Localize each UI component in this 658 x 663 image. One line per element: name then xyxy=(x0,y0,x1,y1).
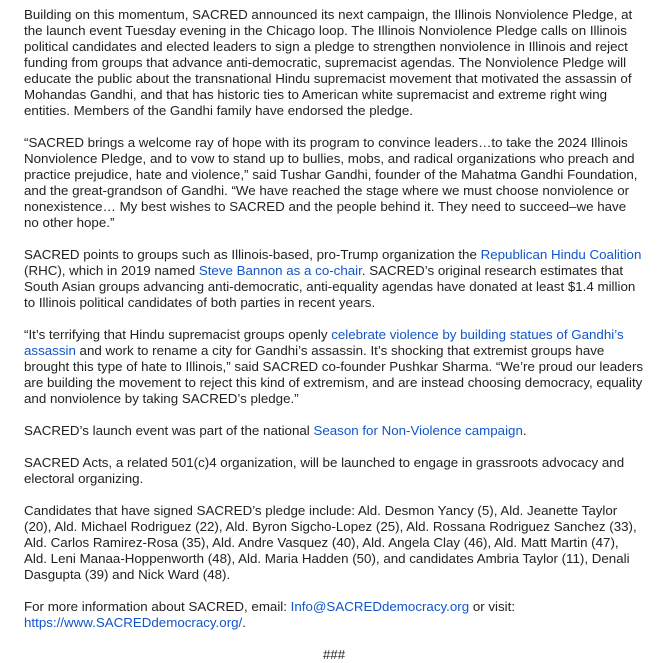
paragraph-rhc-research xyxy=(24,247,644,311)
paragraph-text: (RHC), which in 2019 named xyxy=(24,263,199,278)
paragraph-tushar-gandhi-quote xyxy=(24,135,644,231)
paragraph-sacred-acts xyxy=(24,455,644,487)
paragraph-text: Candidates that have signed SACRED’s pledge include: Ald. Desmon Yancy (5), Ald. Jeanette Taylor (20), Ald. Michael Rodriguez (22), Ald. Byron Sigcho-Lopez (25), Ald. Rossana Rodriguez Sanchez (33), Ald. Carlos Ramirez-Rosa (35), Ald. Andre Vasquez (40), Ald. Angela Clay (46), Ald. Matt Martin (47), Ald. Leni Manaa-Hoppenworth (48), Ald. Maria Hadden (50), and candidates Ambria Taylor (11), Denali Dasgupta (39) and Nick Ward (48). xyxy=(24,503,637,582)
paragraph-pushkar-sharma-quote xyxy=(24,327,644,407)
republican-hindu-coalition-link[interactable]: Republican Hindu Coalition xyxy=(480,247,642,262)
paragraph-text: “It’s terrifying that Hindu supremacist groups openly xyxy=(24,327,332,342)
paragraph-text: . xyxy=(522,423,527,438)
end-mark: ### xyxy=(322,647,346,662)
paragraph-season-for-nonviolence xyxy=(24,423,644,439)
website-link[interactable]: https://www.SACREDdemocracy.org/ xyxy=(24,615,243,630)
season-for-nonviolence-link[interactable]: Season for Non-Violence campaign xyxy=(313,423,523,438)
statues-link[interactable]: celebrate violence by building statues of Gandhi’s assassin xyxy=(24,327,624,358)
steve-bannon-link[interactable]: Steve Bannon as a co-chair xyxy=(198,263,362,278)
paragraph-candidates xyxy=(24,503,644,583)
paragraph-text: and work to rename a city for Gandhi’s assassin. It’s shocking that extremist groups have brought this type of hate to Illinois,” said SACRED co-founder Pushkar Sharma. “We’re proud our leaders are building the movement to reject this kind of extremism, and are instead choosing democracy, equality and nonviolence by taking SACRED’s pledge.” xyxy=(24,343,644,406)
paragraph-text: For more information about SACRED, email: xyxy=(24,599,291,614)
email-link[interactable]: Info@SACREDdemocracy.org xyxy=(290,599,470,614)
paragraph-text: Building on this momentum, SACRED announced its next campaign, the Illinois Nonviolence Pledge, at the launch event Tuesday evening in the Chicago loop. The Illinois Nonviolence Pledge calls on Illinois political candidates and elected leaders to sign a pledge to strengthen nonviolence in Illinois and reject funding from groups that advance anti-democratic, supremacist agendas. The Nonviolence Pledge will educate the public about the transnational Hindu supremacist movement that motivated the assassin of Mohandas Gandhi, and that has historic ties to American white supremacist and extreme right wing entities. Members of the Gandhi family have endorsed the pledge. xyxy=(24,7,633,118)
paragraph-text: SACRED’s launch event was part of the national xyxy=(24,423,314,438)
paragraph-text: “SACRED brings a welcome ray of hope with its program to convince leaders…to take the 2024 Illinois Nonviolence Pledge, and to vow to stand up to bullies, mobs, and radical organizations who preach and practice prejudice, hate and violence,” said Tushar Gandhi, founder of the Mahatma Gandhi Foundation, and the great-grandson of Gandhi. “We have reached the stage where we must choose nonviolence or nonexistence… My best wishes to SACRED and the people behind it. They need to succeed–we have no other hope.” xyxy=(24,135,638,230)
paragraph-campaign-announcement xyxy=(24,7,644,119)
paragraph-text: SACRED Acts, a related 501(c)4 organization, will be launched to engage in grassroots advocacy and electoral organizing. xyxy=(24,455,625,486)
paragraph-contact-info xyxy=(24,599,644,631)
paragraph-text: or visit: xyxy=(469,599,516,614)
paragraph-text: . xyxy=(242,615,246,630)
paragraph-text: . SACRED’s original research estimates that South Asian groups advancing anti-democratic, anti-equality agendas have donated at least $1.4 million to Illinois political candidates of both parties in recent years. xyxy=(24,263,636,310)
paragraph-text: SACRED points to groups such as Illinois-based, pro-Trump organization the xyxy=(24,247,481,262)
